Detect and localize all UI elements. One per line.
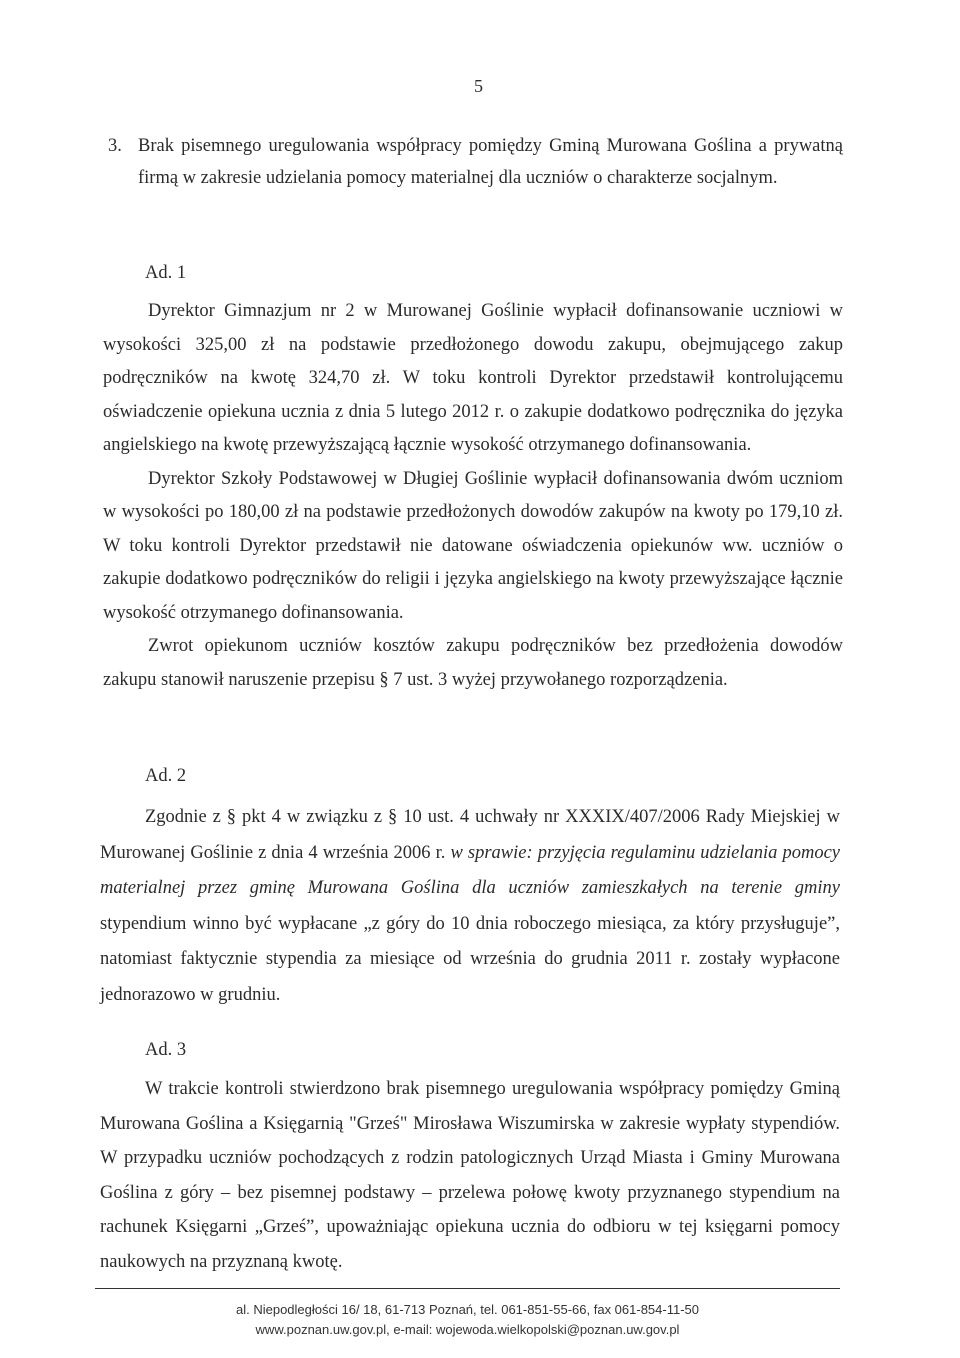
ad-1-paragraph-1: Dyrektor Gimnazjum nr 2 w Murowanej Goślinie wypłacił dofinansowanie uczniowi w wysokości 325,00 zł na podstawie przedłożonego dowodu zakupu, obejmującego zakup podręczników na kwotę 324,70 zł. W toku kontroli Dyrektor przedstawił kontrolującemu oświadczenie opiekuna ucznia z dnia 5 lutego 2012 r. o zakupie dodatkowo podręcznika do języka angielskiego na kwotę przewyższającą łącznie wysokość otrzymanego dofinansowania. bbox=[103, 301, 843, 455]
footer-address: al. Niepodległości 16/ 18, 61-713 Poznań, tel. 061-851-55-66, fax 061-854-11-50 bbox=[235, 1302, 700, 1317]
ad-2-heading: Ad. 2 bbox=[145, 766, 187, 786]
footer-contact: www.poznan.uw.gov.pl, e-mail: wojewoda.wielkopolski@poznan.uw.gov.pl bbox=[255, 1322, 680, 1337]
footer-divider bbox=[95, 1288, 840, 1289]
ad-1-section bbox=[103, 295, 843, 697]
ad-2-section bbox=[100, 800, 840, 1013]
ad-2-text-start: Zgodnie z § pkt 4 w związku z § 10 ust. 4 uchwały nr XXXIX/407/2006 Rady Miejskiej w Murowanej Goślinie z dnia 4 września 2006 r. bbox=[100, 807, 840, 863]
ad-2-paragraph-1 bbox=[100, 800, 840, 1013]
footer bbox=[95, 1300, 840, 1340]
ad-1-paragraph-3: Zwrot opiekunom uczniów kosztów zakupu podręczników bez przedłożenia dowodów zakupu stanowił naruszenie przepisu § 7 ust. 3 wyżej przywołanego rozporządzenia. bbox=[103, 636, 843, 690]
ad-3-section bbox=[100, 1072, 840, 1279]
ad-3-paragraph-1: W trakcie kontroli stwierdzono brak pisemnego uregulowania współpracy pomiędzy Gminą Murowana Goślina a Księgarnią "Grześ" Mirosława Wiszumirska w zakresie wypłaty stypendiów. W przypadku uczniów pochodzących z rodzin patologicznych Urząd Miasta i Gminy Murowana Goślina z góry – bez pisemnej podstawy – przelewa połowę kwoty przyznanego stypendium na rachunek Księgarni „Grześ”, upoważniając opiekuna ucznia do odbioru w tej księgarni pomocy naukowych na przyznaną kwotę. bbox=[100, 1079, 840, 1272]
ad-2-text-end: stypendium winno być wypłacane „z góry do 10 dnia roboczego miesiąca, za który przysługuje”, natomiast faktycznie stypendia za miesiące od września do grudnia 2011 r. zostały wypłacone jednorazowo w grudniu. bbox=[100, 913, 840, 1005]
ad-1-paragraph-2: Dyrektor Szkoły Podstawowej w Długiej Goślinie wypłacił dofinansowania dwóm uczniom w wysokości po 180,00 zł na podstawie przedłożonych dowodów zakupów na kwoty po 179,10 zł. W toku kontroli Dyrektor przedstawił nie datowane oświadczenia opiekunów ww. uczniów o zakupie dodatkowo podręczników do religii i języka angielskiego na kwoty przewyższające łącznie wysokość otrzymanego dofinansowania. bbox=[103, 468, 843, 623]
ad-3-heading: Ad. 3 bbox=[145, 1040, 187, 1060]
item-3 bbox=[108, 130, 843, 194]
ad-2-resolution-title: w sprawie: przyjęcia regulaminu udzielania pomocy materialnej przez gminę Murowana Goślina dla uczniów zamieszkałych na terenie gminy bbox=[100, 842, 840, 898]
item-3-text: Brak pisemnego uregulowania współpracy pomiędzy Gminą Murowana Goślina a prywatną firmą w zakresie udzielania pomocy materialnej dla uczniów o charakterze socjalnym. bbox=[138, 136, 843, 188]
ad-1-heading: Ad. 1 bbox=[145, 263, 187, 283]
item-3-number: 3. bbox=[108, 136, 122, 156]
page-number: 5 bbox=[474, 76, 483, 96]
